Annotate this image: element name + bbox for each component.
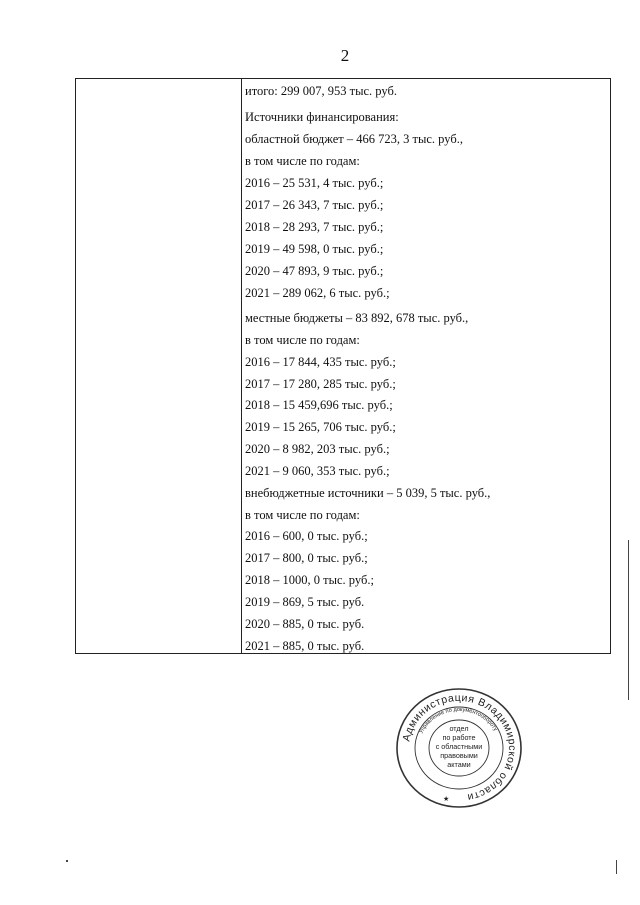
page-number: 2 [340, 46, 350, 65]
financing-line: в том числе по годам: [245, 333, 360, 347]
financing-line: 2019 – 49 598, 0 тыс. руб.; [245, 242, 384, 256]
financing-line: 2018 – 1000, 0 тыс. руб.; [245, 573, 374, 587]
financing-line: в том числе по годам: [245, 508, 360, 522]
financing-line: в том числе по годам: [245, 154, 360, 168]
scan-speck [66, 860, 68, 862]
stamp-center-line: по работе [442, 733, 476, 742]
financing-line: 2017 – 800, 0 тыс. руб.; [245, 551, 368, 565]
financing-line: 2020 – 885, 0 тыс. руб. [245, 617, 365, 631]
financing-line: 2021 – 289 062, 6 тыс. руб.; [245, 286, 390, 300]
financing-line: 2019 – 869, 5 тыс. руб. [245, 595, 365, 609]
official-stamp [395, 687, 523, 809]
financing-line: 2018 – 15 459,696 тыс. руб.; [245, 398, 393, 412]
stamp-inner-text: Управление по документообороту [418, 706, 499, 735]
financing-line: 2020 – 47 893, 9 тыс. руб.; [245, 264, 384, 278]
scan-edge-mark [616, 860, 617, 874]
financing-line: 2016 – 600, 0 тыс. руб.; [245, 529, 368, 543]
stamp-outer-text: Администрация Владимирской области [400, 691, 519, 804]
financing-line: Источники финансирования: [245, 110, 399, 124]
financing-line: 2017 – 26 343, 7 тыс. руб.; [245, 198, 384, 212]
financing-line: 2017 – 17 280, 285 тыс. руб.; [245, 377, 396, 391]
stamp-center-line: отдел [449, 724, 469, 733]
stamp-center-line: с областными [435, 742, 483, 751]
financing-line: 2021 – 9 060, 353 тыс. руб.; [245, 464, 390, 478]
financing-line: областной бюджет – 466 723, 3 тыс. руб., [245, 132, 463, 146]
stamp-center-line: актами [447, 760, 471, 769]
stamp-center-line: правовыми [440, 751, 478, 760]
financing-line: 2016 – 25 531, 4 тыс. руб.; [245, 176, 384, 190]
financing-line: 2018 – 28 293, 7 тыс. руб.; [245, 220, 384, 234]
financing-line: 2016 – 17 844, 435 тыс. руб.; [245, 355, 396, 369]
stamp-star-mark: ★ [443, 796, 450, 803]
financing-line: итого: 299 007, 953 тыс. руб. [245, 84, 397, 98]
financing-line: 2020 – 8 982, 203 тыс. руб.; [245, 442, 390, 456]
financing-line: 2021 – 885, 0 тыс. руб. [245, 639, 365, 653]
financing-line: внебюджетные источники – 5 039, 5 тыс. руб., [245, 486, 491, 500]
financing-line: 2019 – 15 265, 706 тыс. руб.; [245, 420, 396, 434]
column-divider [241, 79, 242, 653]
scan-edge-mark [628, 540, 629, 700]
financing-line: местные бюджеты – 83 892, 678 тыс. руб., [245, 311, 469, 325]
